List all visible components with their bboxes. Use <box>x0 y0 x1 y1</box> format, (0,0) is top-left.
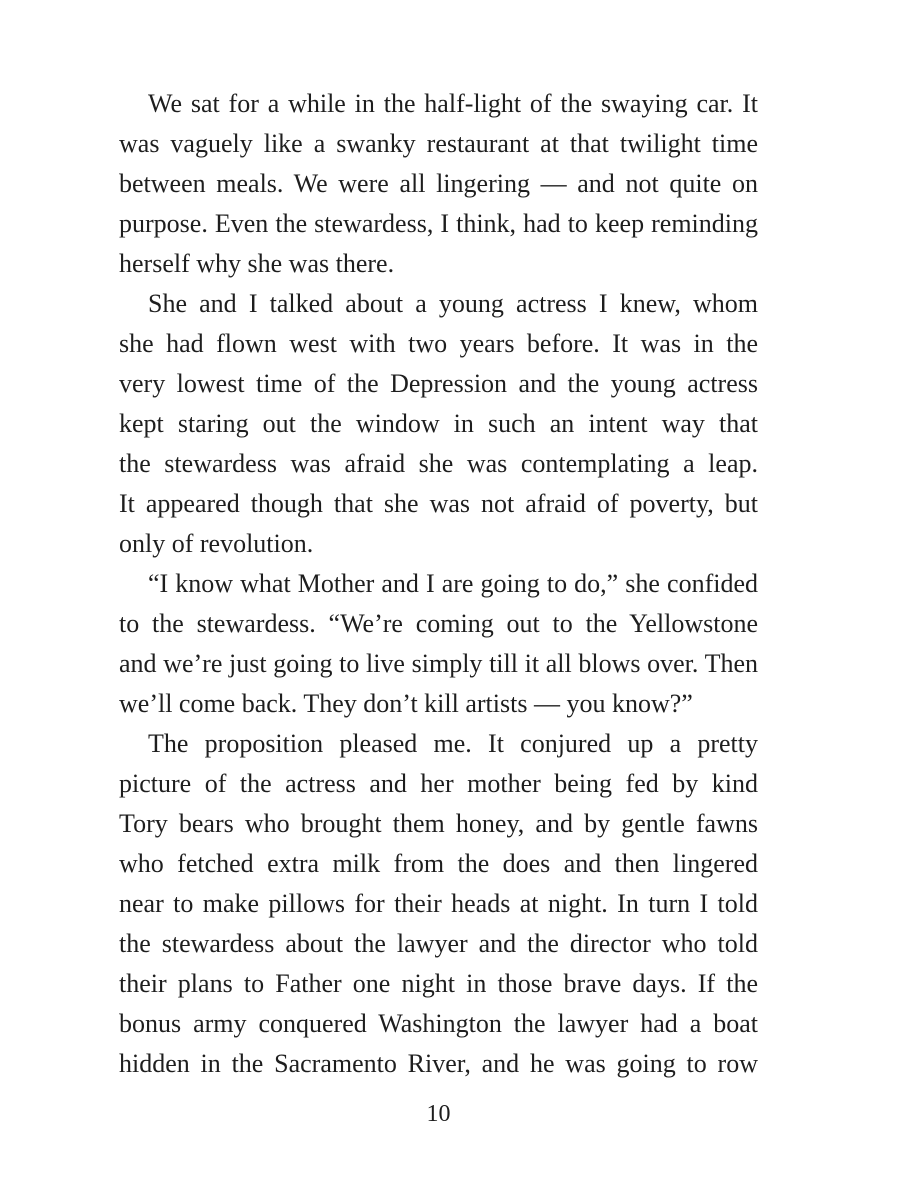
paragraph-1 <box>119 84 758 284</box>
text-line: the stewardess about the lawyer and the director who told <box>119 929 758 958</box>
text-line: she had flown west with two years before. It was in the <box>119 329 758 358</box>
text-line: to the stewardess. “We’re coming out to the Yellowstone <box>119 609 758 638</box>
text-line: their plans to Father one night in those brave days. If the <box>119 969 758 998</box>
text-line: only of revolution. <box>119 529 314 558</box>
text-line: We sat for a while in the half-light of the swaying car. It <box>148 89 758 118</box>
text-line: purpose. Even the stewardess, I think, had to keep reminding <box>119 209 758 238</box>
text-line: herself why she was there. <box>119 249 395 278</box>
text-line: we’ll come back. They don’t kill artists — you know?” <box>119 689 693 718</box>
text-line: very lowest time of the Depression and the young actress <box>119 369 758 398</box>
page-number: 10 <box>426 1101 451 1127</box>
text-line: “I know what Mother and I are going to do,” she confided <box>148 569 758 598</box>
text-line: The proposition pleased me. It conjured up a pretty <box>148 729 758 758</box>
text-line: hidden in the Sacramento River, and he was going to row <box>119 1049 758 1078</box>
paragraph-4 <box>119 724 758 1084</box>
text-line: the stewardess was afraid she was contemplating a leap. <box>119 449 758 478</box>
text-line: It appeared though that she was not afraid of poverty, but <box>119 489 758 518</box>
text-line: and we’re just going to live simply till it all blows over. Then <box>119 649 758 678</box>
text-line: picture of the actress and her mother being fed by kind <box>119 769 758 798</box>
text-line: between meals. We were all lingering — and not quite on <box>119 169 758 198</box>
paragraph-3 <box>119 564 758 724</box>
paragraph-2 <box>119 284 758 564</box>
text-line: was vaguely like a swanky restaurant at that twilight time <box>119 129 758 158</box>
text-line: Tory bears who brought them honey, and by gentle fawns <box>119 809 758 838</box>
text-block <box>119 84 758 1084</box>
text-line: who fetched extra milk from the does and then lingered <box>119 849 758 878</box>
text-line: near to make pillows for their heads at night. In turn I told <box>119 889 758 918</box>
text-line: kept staring out the window in such an intent way that <box>119 409 758 438</box>
text-line: She and I talked about a young actress I knew, whom <box>148 289 758 318</box>
text-line: bonus army conquered Washington the lawyer had a boat <box>119 1009 758 1038</box>
